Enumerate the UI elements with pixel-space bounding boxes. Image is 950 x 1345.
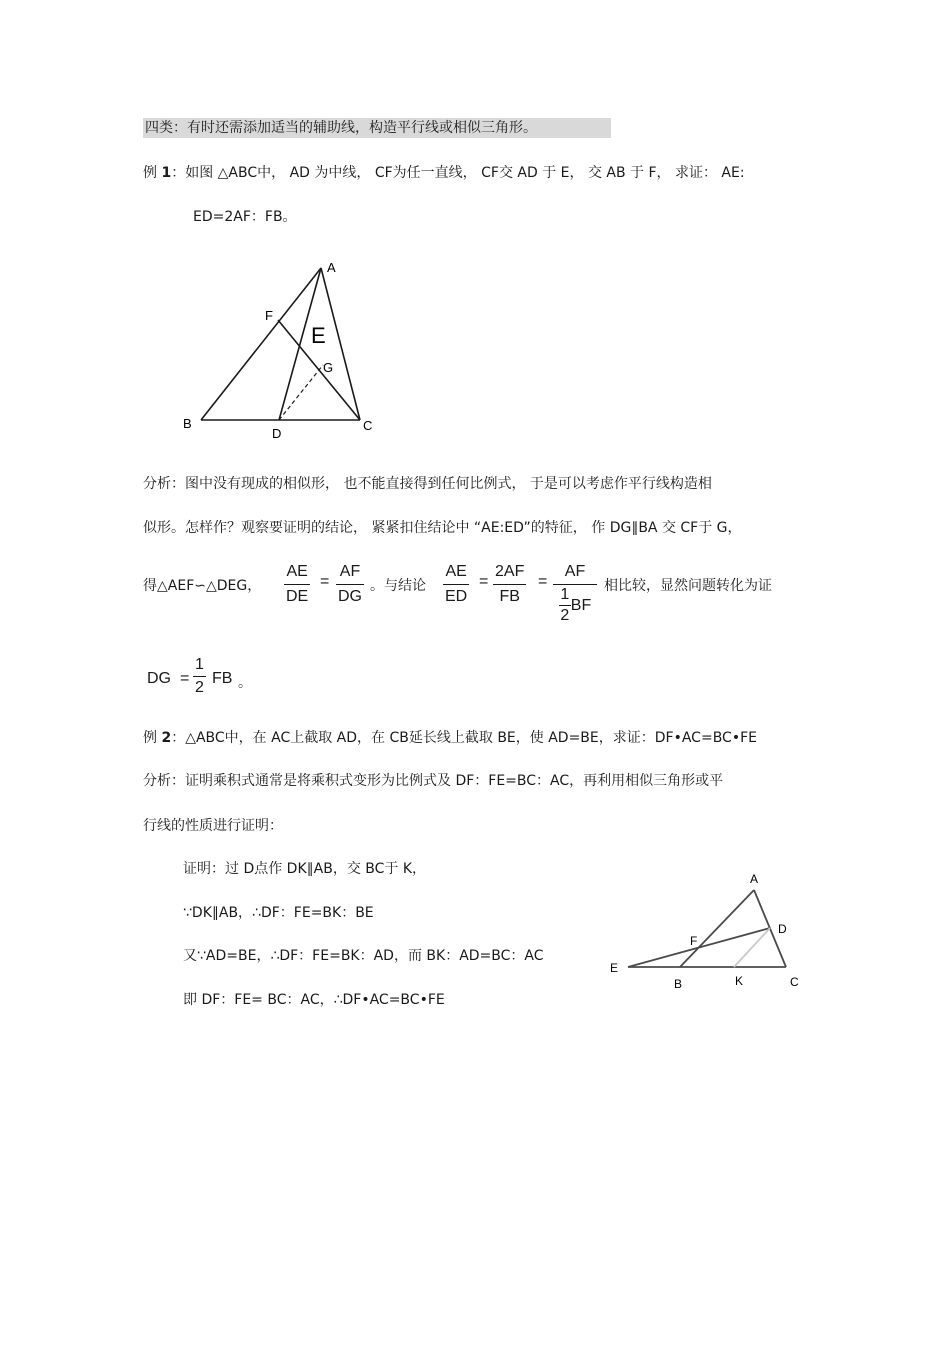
figure1-triangle-diagram (175, 250, 390, 445)
fraction-numerator: AF (564, 563, 586, 580)
fig2-label-b: B (674, 977, 683, 991)
fig2-label-f: F (690, 934, 698, 948)
compare-text: 。与结论 (370, 578, 426, 594)
analysis1-line2: 似形。怎样作？观察要证明的结论， 紧紧扣住结论中 “AE:ED”的特征， 作 DG∥BA 交 CF于 G， (143, 520, 742, 536)
example2-analysis-line1: 分析：证明乘积式通常是将乘积式变形为比例式及 DF：FE=BC：AC，再利用相似三角形或平 (143, 773, 724, 789)
fraction-ae-over-de (284, 560, 310, 609)
section-heading-text: 四类：有时还需添加适当的辅助线，构造平行线或相似三角形。 (145, 120, 537, 136)
example2-statement (143, 727, 757, 747)
fraction-numerator: AE (445, 563, 467, 580)
fig2-segment-ed (628, 928, 770, 967)
fraction-numerator: AF (339, 563, 361, 580)
fig1-label-g: G (323, 360, 334, 375)
fig2-label-a: A (750, 872, 759, 886)
equals-sign: = (479, 573, 489, 590)
example2-analysis-line2: 行线的性质进行证明： (143, 818, 283, 834)
analysis1-similar-triangles: 得△AEF∽△DEG， (143, 578, 262, 594)
fraction-ae-over-ed (443, 560, 469, 609)
figure2-triangle-diagram (600, 865, 815, 995)
fraction-denominator-tail: BF (570, 596, 592, 614)
fig2-label-k: K (735, 974, 744, 988)
half-numerator: 1 (560, 586, 570, 603)
conclusion-equals: = (180, 670, 190, 687)
analysis1-line1: 分析：图中没有现成的相似形， 也不能直接得到任何比例式， 于是可以考虑作平行线构造相 (143, 476, 712, 492)
fraction-denominator: DE (286, 588, 309, 605)
equals-sign: = (538, 573, 548, 590)
conclusion-end: 。 (238, 675, 252, 691)
fraction-2af-over-fb (493, 560, 526, 609)
conclusion-rhs: FB (212, 670, 233, 687)
fraction-numerator: AE (286, 563, 308, 580)
fraction-af-over-half-bf (553, 560, 597, 626)
fig1-label-c: C (363, 418, 373, 433)
example2-label-prefix: 例 (143, 730, 162, 746)
fig1-label-e: E (311, 323, 326, 348)
fig1-label-d: D (272, 426, 282, 441)
fraction-one-half (559, 585, 571, 626)
equals-sign: = (320, 573, 330, 590)
example2-statement-text: ：△ABC中，在 AC上截取 AD，在 CB延长线上截取 BE，使 AD=BE，求证：DF•AC=BC•FE (171, 730, 757, 746)
analysis1-line3-suffix: 相比较，显然问题转化为证 (604, 578, 772, 594)
fig2-label-d: D (778, 922, 787, 936)
section-heading (143, 118, 611, 138)
fraction-numerator: 2AF (495, 563, 525, 580)
fraction-denominator: ED (445, 588, 468, 605)
proof-line-3: 又∵AD=BE，∴DF：FE=BK：AD，而 BK：AD=BC：AC (183, 948, 544, 964)
proof-line-1: 证明：过 D点作 DK∥AB，交 BC于 K， (183, 861, 427, 877)
fig1-label-f: F (265, 308, 273, 323)
conclusion-one-half (193, 654, 206, 699)
example1-label-number: 1 (161, 165, 172, 181)
proof-line-2: ∵DK∥AB，∴DF：FE=BK：BE (183, 905, 374, 921)
proof-line-4: 即 DF：FE= BC：AC，∴DF•AC=BC•FE (183, 992, 445, 1008)
example2-label-number: 2 (161, 730, 172, 746)
example1-statement-line2: ED=2AF：FB。 (193, 209, 297, 225)
fraction-denominator: DG (338, 588, 362, 605)
fraction-denominator: FB (499, 588, 520, 605)
fig1-label-a: A (327, 260, 336, 275)
fig2-label-c: C (790, 975, 799, 989)
fig2-label-e: E (610, 961, 619, 975)
conclusion-lhs: DG (147, 670, 171, 687)
example1-statement-line1 (143, 162, 745, 182)
fraction-denominator: 2 (195, 679, 204, 696)
half-denominator: 2 (560, 607, 570, 624)
fraction-af-over-dg (336, 560, 364, 609)
fig1-label-b: B (183, 416, 192, 431)
fig1-segment-ab (201, 268, 321, 420)
fraction-numerator: 1 (195, 656, 204, 673)
fig1-segment-dg-dashed (279, 365, 323, 420)
example1-label-prefix: 例 (143, 165, 162, 181)
fig2-segment-ab (680, 890, 754, 967)
example1-statement-text: ：如图 △ABC中， AD 为中线， CF为任一直线， CF交 AD 于 E， 交 AB 于 F， 求证： AE: (171, 165, 745, 181)
